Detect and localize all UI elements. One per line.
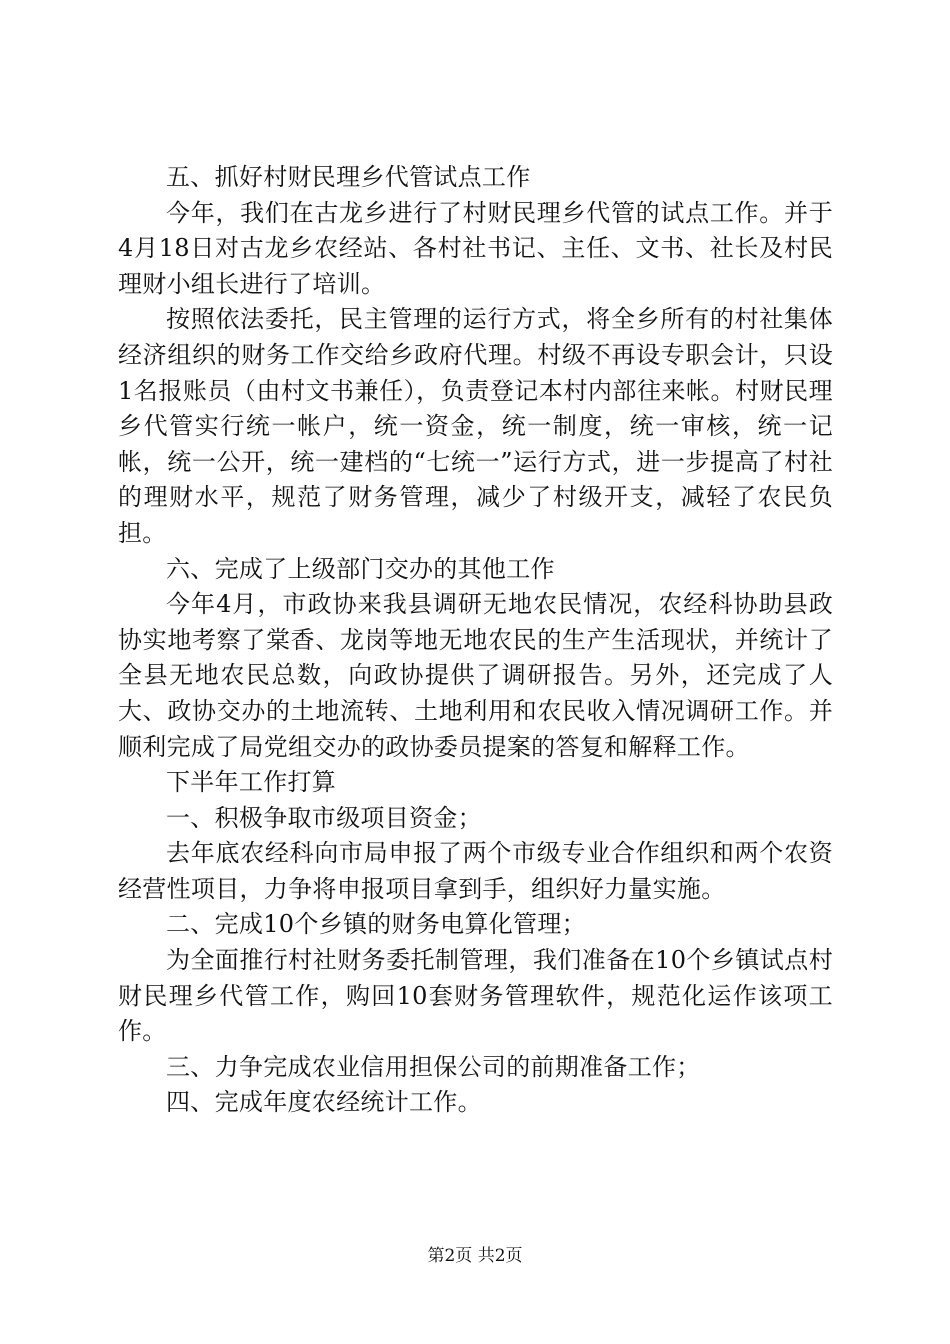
heading-second-half-plan: 下半年工作打算: [166, 768, 337, 797]
paragraph-project-application: 去年底农经科向市局申报了两个市级专业合作组织和两个农资经营性项目，力争将申报项目拿到手，组织好力量实施。: [118, 839, 833, 903]
paragraph-landless-farmers-survey: 今年4月，市政协来我县调研无地农民情况，农经科协助县政协实地考察了棠香、龙岗等地无地农民的生产生活现状，并统计了全县无地农民总数，向政协提供了调研报告。另外，还完成了人大、政协交办的土地流转、土地利用和农民收入情况调研工作。并顺利完成了局党组交办的政协委员提案的答复和解释工作。: [118, 590, 833, 761]
paragraph-entrusted-management: 按照依法委托，民主管理的运行方式，将全乡所有的村社集体经济组织的财务工作交给乡政府代理。村级不再设专职会计，只设1名报账员（由村文书兼任），负责登记本村内部往来帐。村财民理乡代管实行统一帐户，统一资金，统一制度，统一审核，统一记帐，统一公开，统一建档的“七统一”运行方式，进一步提高了村社的理财水平，规范了财务管理，减少了村级开支，减轻了农民负担。: [118, 305, 833, 547]
page-number-footer: 第2页 共2页: [427, 1246, 523, 1266]
paragraph-financial-software: 为全面推行村社财务委托制管理，我们准备在10个乡镇试点村财民理乡代管工作，购回10套财务管理软件，规范化运作该项工作。: [118, 946, 833, 1046]
plan-item-3: 三、力争完成农业信用担保公司的前期准备工作；: [166, 1052, 701, 1081]
heading-section-6: 六、完成了上级部门交办的其他工作: [166, 554, 555, 583]
plan-item-1: 一、积极争取市级项目资金；: [166, 803, 482, 832]
document-body: [118, 160, 833, 1121]
paragraph-pilot-training: 今年，我们在古龙乡进行了村财民理乡代管的试点工作。并于4月18日对古龙乡农经站、各村社书记、主任、文书、社长及村民理财小组长进行了培训。: [118, 198, 833, 298]
heading-section-5: 五、抓好村财民理乡代管试点工作: [166, 163, 531, 191]
plan-item-2: 二、完成10个乡镇的财务电算化管理；: [166, 910, 586, 939]
plan-item-4: 四、完成年度农经统计工作。: [166, 1088, 482, 1117]
